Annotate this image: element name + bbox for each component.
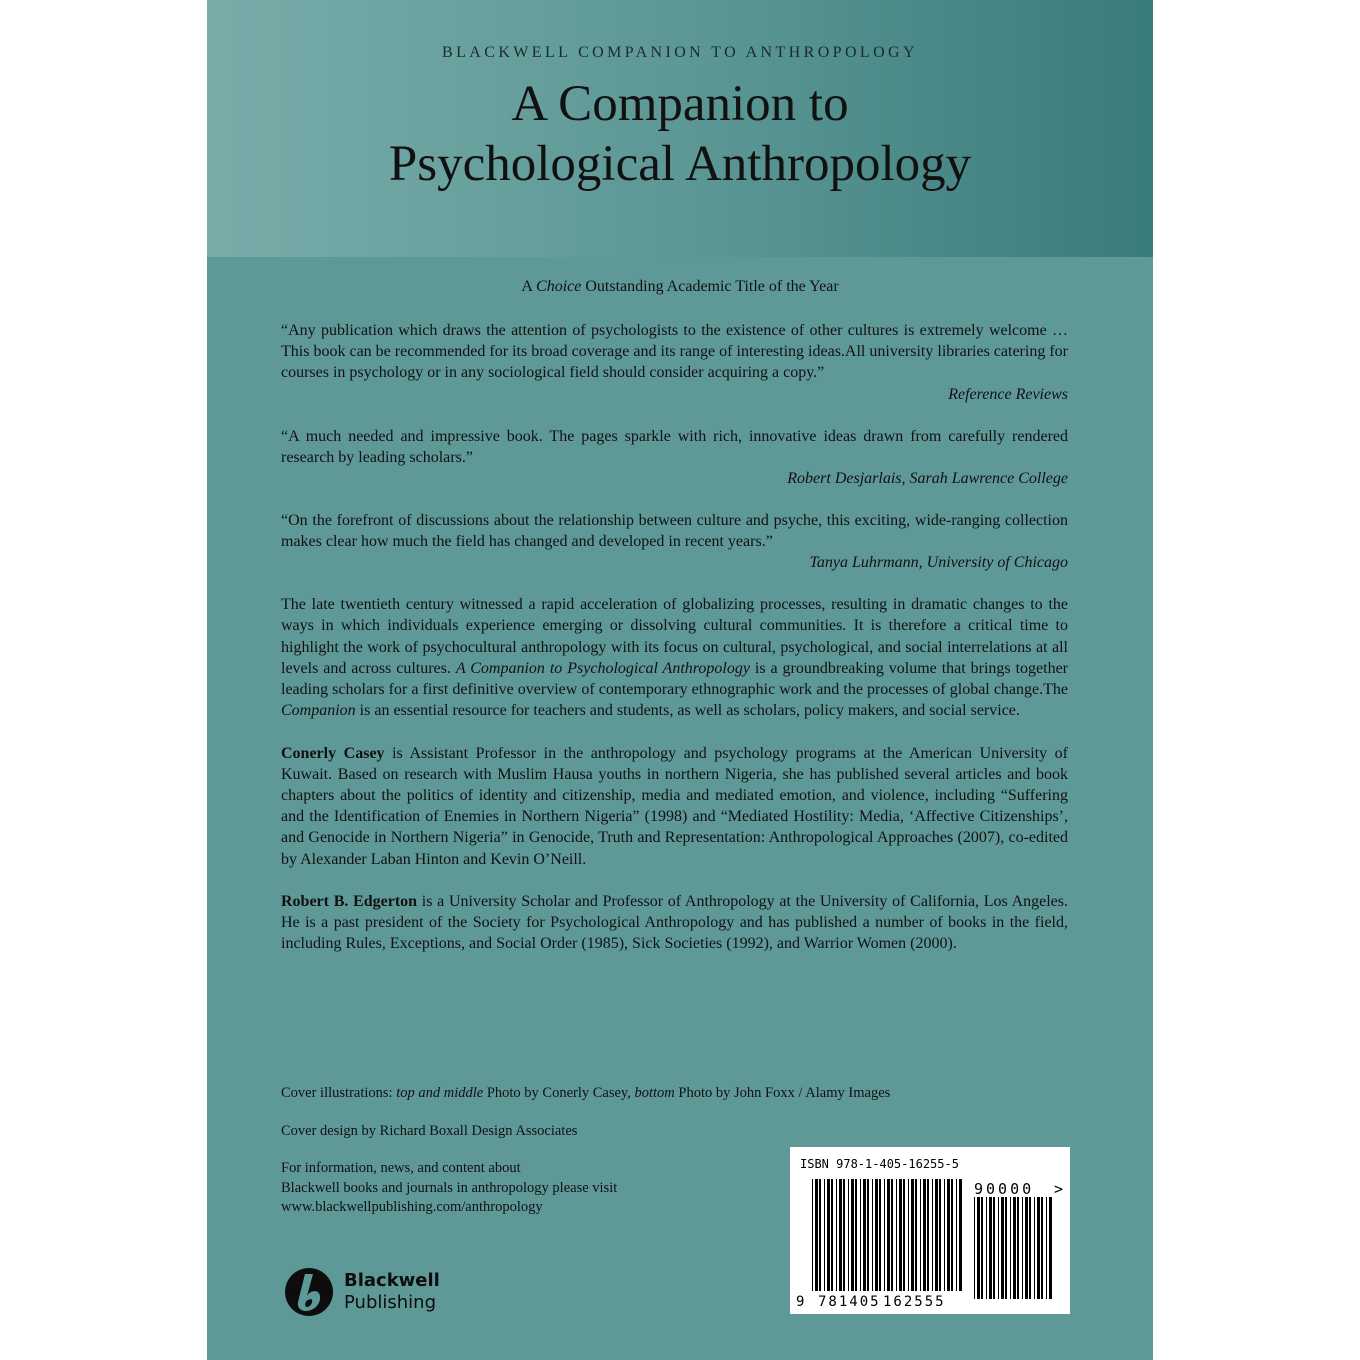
back-cover (207, 0, 1153, 1360)
barcode-bar (1013, 1197, 1016, 1299)
barcode-bar (974, 1197, 975, 1299)
barcode-bar (884, 1179, 885, 1291)
ean-bars (812, 1179, 962, 1291)
book-title-line1: A Companion to (511, 76, 849, 132)
barcode-panel (790, 1147, 1070, 1314)
publisher-name (344, 1270, 440, 1314)
addon-bars (974, 1197, 1052, 1299)
barcode-bar (819, 1179, 821, 1291)
barcode-bar (1025, 1197, 1028, 1299)
illustration-credit (281, 1084, 1001, 1104)
info-line: For information, news, and content about (281, 1160, 521, 1176)
barcode-bar (824, 1179, 825, 1291)
isbn-label: ISBN 978-1-405-16255-5 (800, 1157, 959, 1171)
barcode-bar (903, 1179, 905, 1291)
barcode-bar (927, 1179, 929, 1291)
barcode-bar (920, 1179, 921, 1291)
review-quote (281, 426, 1068, 490)
barcode-bar (923, 1179, 926, 1291)
barcode-bar (899, 1179, 902, 1291)
description-part2: is a groundbreaking volume that brings together leading scholars for a first definitive overview of contemporary ethnographic work and the processes of global change.The (281, 659, 1069, 698)
barcode-bar (896, 1179, 897, 1291)
barcode-digits-right: 162555 (883, 1294, 946, 1310)
barcode-bar (875, 1179, 878, 1291)
publisher-line2: Publishing (344, 1292, 436, 1313)
barcode-bar (815, 1179, 818, 1291)
review-quote (281, 510, 1068, 574)
barcode-bar (915, 1179, 917, 1291)
barcode-bar (947, 1179, 950, 1291)
barcode-bar (986, 1197, 987, 1299)
website-link: www.blackwellpublishing.com/anthropology (281, 1199, 543, 1215)
barcode-bar (935, 1179, 938, 1291)
barcode-bar (855, 1179, 857, 1291)
author-name: Robert B. Edgerton (281, 892, 418, 910)
barcode-bar (891, 1179, 893, 1291)
book-description (281, 594, 1068, 721)
review-quote (281, 320, 1068, 405)
author-name: Conerly Casey (281, 744, 385, 762)
barcode-bar (860, 1179, 861, 1291)
author-bio (281, 743, 1068, 870)
series-title: BLACKWELL COMPANION TO ANTHROPOLOGY (442, 44, 918, 61)
barcode-bar (989, 1197, 992, 1299)
cover-copy (281, 320, 1068, 976)
barcode-bar (887, 1179, 890, 1291)
illus-italic-2: bottom (634, 1085, 675, 1101)
barcode-bar (843, 1179, 845, 1291)
barcode-bar (1022, 1197, 1023, 1299)
quote-source: Robert Desjarlais, Sarah Lawrence College (787, 469, 1068, 487)
illus-post: Photo by John Foxx / Alamy Images (674, 1085, 891, 1101)
barcode-bar (911, 1179, 914, 1291)
barcode-bar (993, 1197, 995, 1299)
addon-arrow: > (1054, 1180, 1064, 1198)
barcode-bar (1017, 1197, 1019, 1299)
barcode-graphic (790, 1147, 1070, 1314)
author-bio (281, 891, 1068, 955)
quote-text: “On the forefront of discussions about the relationship between culture and psyche, this exciting, wide-ranging collection makes clear how much the field has changed and developed in recent years.” (281, 511, 1068, 550)
publisher-line1: Blackwell (344, 1270, 440, 1291)
award-pre: A (521, 278, 537, 295)
author-bio-text: is a University Scholar and Professor of Anthropology at the University of California, Los Angeles. He is a past president of the Society for Psychological Anthropology and has published a number of books in the field, including Rules, Exceptions, and Social Order (1985), Sick Societies (1992), and Warrior Women (2000). (281, 892, 1069, 953)
illus-pre: Cover illustrations: (281, 1085, 397, 1101)
barcode-bar (1029, 1197, 1031, 1299)
barcode-bar (872, 1179, 873, 1291)
author-bio-text: is Assistant Professor in the anthropology and psychology programs at the American University of Kuwait. Based on research with Muslim Hausa youths in northern Nigeria, she has published several articles and book chapters about the politics of identity and citizenship, media and mediated emotion, and violence, including “Suffering and the Identification of Enemies in Northern Nigeria” (1998) and “Mediated Hostility: Media, ‘Affective Citizenships’, and Genocide in Northern Nigeria” in Genocide, Truth and Representation: Anthropological Approaches (2007), co-edited by Alexander Laban Hinton and Kevin O’Neill. (281, 744, 1068, 868)
barcode-bar (812, 1179, 813, 1291)
barcode-bar (1037, 1197, 1040, 1299)
barcode-bar (939, 1179, 941, 1291)
barcode-bar (951, 1179, 953, 1291)
barcode-bar (944, 1179, 945, 1291)
barcode-bar (959, 1179, 962, 1291)
barcode-bar (1034, 1197, 1035, 1299)
design-credit: Cover design by Richard Boxall Design Associates (281, 1122, 578, 1139)
book-title (207, 74, 1153, 194)
quote-source: Reference Reviews (948, 385, 1068, 403)
barcode-bar (879, 1179, 881, 1291)
barcode-bar (867, 1179, 869, 1291)
barcode-bar (1010, 1197, 1011, 1299)
barcode-bar (908, 1179, 909, 1291)
barcode-bar (998, 1197, 999, 1299)
barcode-bar (839, 1179, 842, 1291)
blackwell-logo-icon (283, 1266, 335, 1318)
book-title-line2: Psychological Anthropology (388, 136, 972, 192)
description-italic-companion: Companion (281, 702, 356, 720)
barcode-bar (1005, 1197, 1007, 1299)
barcode-bar (831, 1179, 833, 1291)
barcode-digits-left: 781405 (818, 1294, 881, 1310)
award-line (207, 278, 1153, 296)
award-post: Outstanding Academic Title of the Year (581, 278, 839, 295)
award-italic: Choice (536, 278, 582, 295)
barcode-bar (863, 1179, 866, 1291)
barcode-bar (836, 1179, 837, 1291)
illus-mid: Photo by Conerly Casey, (483, 1085, 635, 1101)
description-italic-title: A Companion to Psychological Anthropology (455, 659, 750, 677)
barcode-bar (1046, 1197, 1047, 1299)
barcode-bar (1049, 1197, 1052, 1299)
barcode-bar (827, 1179, 830, 1291)
quote-text: “A much needed and impressive book. The pages sparkle with rich, innovative ideas drawn from carefully rendered research by leading scholars.” (281, 427, 1068, 466)
illus-italic-1: top and middle (396, 1085, 484, 1101)
quote-text: “Any publication which draws the attention of psychologists to the existence of other cultures is extremely welcome …This book can be recommended for its broad coverage and its range of interesting ideas.All university libraries catering for courses in psychology or in any sociological field should consider acquiring a copy.” (281, 322, 1068, 382)
barcode-bar (981, 1197, 983, 1299)
info-line: Blackwell books and journals in anthropology please visit (281, 1179, 618, 1196)
description-part1: The late twentieth century witnessed a rapid acceleration of globalizing processes, resulting in dramatic changes to the ways in which individuals experience emerging or dissolving cultural communities. It is therefore a critical time to highlight the work of psychocultural anthropology with its focus on cultural, psychological, and social interrelations at all levels and across cultures. (281, 596, 1068, 677)
quote-source: Tanya Luhrmann, University of Chicago (809, 554, 1068, 572)
description-part3: is an essential resource for teachers and students, as well as scholars, policy makers, and social service. (355, 702, 1020, 720)
barcode-bar (851, 1179, 854, 1291)
barcode-bar (932, 1179, 933, 1291)
barcode-bar (1041, 1197, 1043, 1299)
barcode-digit-first: 9 (796, 1294, 805, 1310)
barcode-bar (1001, 1197, 1004, 1299)
barcode-bar (956, 1179, 957, 1291)
barcode-bar (848, 1179, 849, 1291)
addon-digits: 90000 (974, 1180, 1035, 1198)
barcode-bar (977, 1197, 980, 1299)
